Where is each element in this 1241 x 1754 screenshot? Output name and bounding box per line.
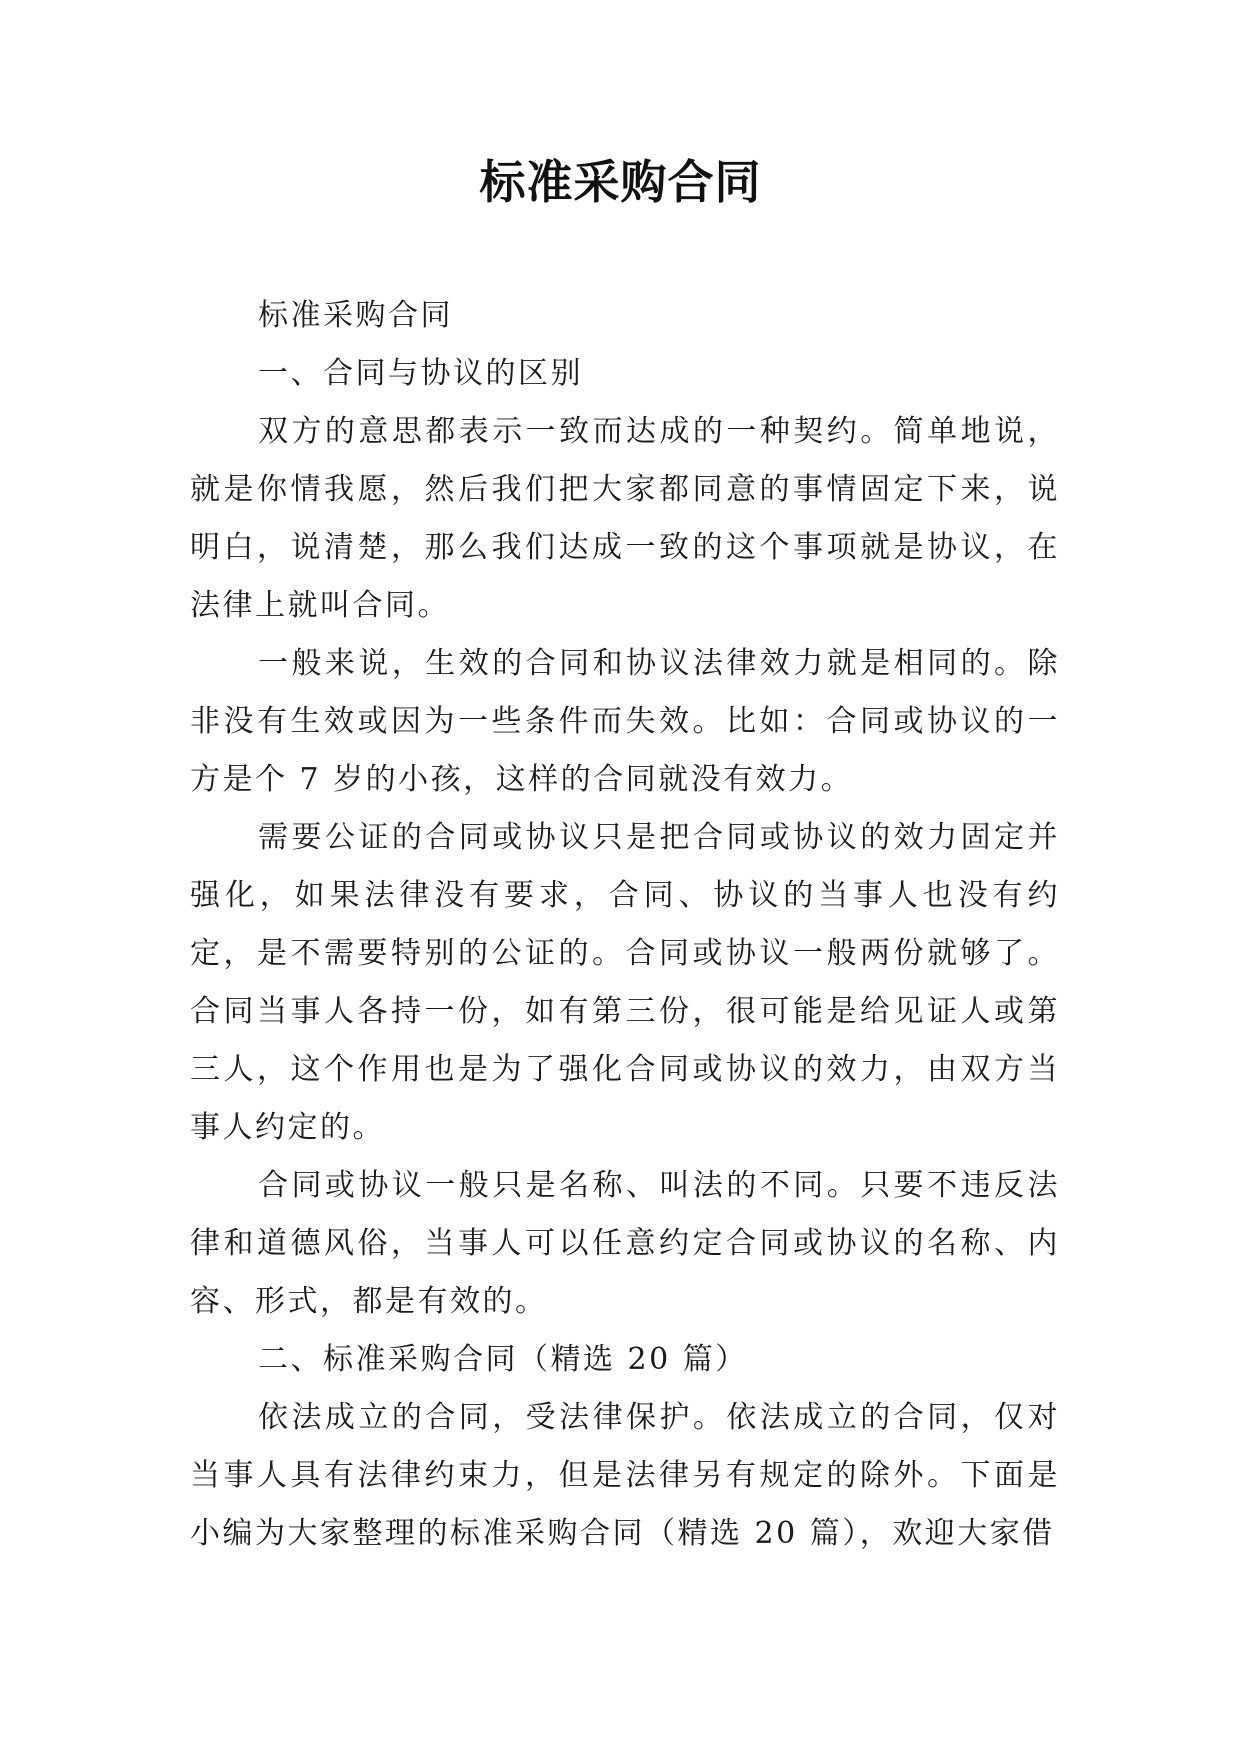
document-title: 标准采购合同: [479, 155, 762, 209]
paragraph: 一般来说，生效的合同和协议法律效力就是相同的。除非没有生效或因为一些条件而失效。比如：合同或协议的一方是个 7 岁的小孩，这样的合同就没有效力。: [190, 646, 1060, 797]
paragraph-subtitle: 标准采购合同: [258, 298, 453, 333]
document-body: [190, 287, 1060, 1563]
paragraph: 依法成立的合同，受法律保护。依法成立的合同，仅对当事人具有法律约束力，但是法律另有规定的除外。下面是小编为大家整理的标准采购合同（精选 20 篇），欢迎大家借: [190, 1400, 1060, 1551]
paragraph: 合同或协议一般只是名称、叫法的不同。只要不违反法律和道德风俗，当事人可以任意约定合同或协议的名称、内容、形式，都是有效的。: [190, 1168, 1060, 1319]
paragraph: 双方的意思都表示一致而达成的一种契约。简单地说，就是你情我愿，然后我们把大家都同意的事情固定下来，说明白，说清楚，那么我们达成一致的这个事项就是协议，在法律上就叫合同。: [190, 414, 1060, 623]
section-heading-1: 一、合同与协议的区别: [258, 356, 583, 391]
paragraph: 需要公证的合同或协议只是把合同或协议的效力固定并强化，如果法律没有要求，合同、协议的当事人也没有约定，是不需要特别的公证的。合同或协议一般两份就够了。合同当事人各持一份，如有第三份，很可能是给见证人或第三人，这个作用也是为了强化合同或协议的效力，由双方当事人约定的。: [190, 820, 1060, 1145]
section-heading-2: 二、标准采购合同（精选 20 篇）: [258, 1342, 748, 1377]
